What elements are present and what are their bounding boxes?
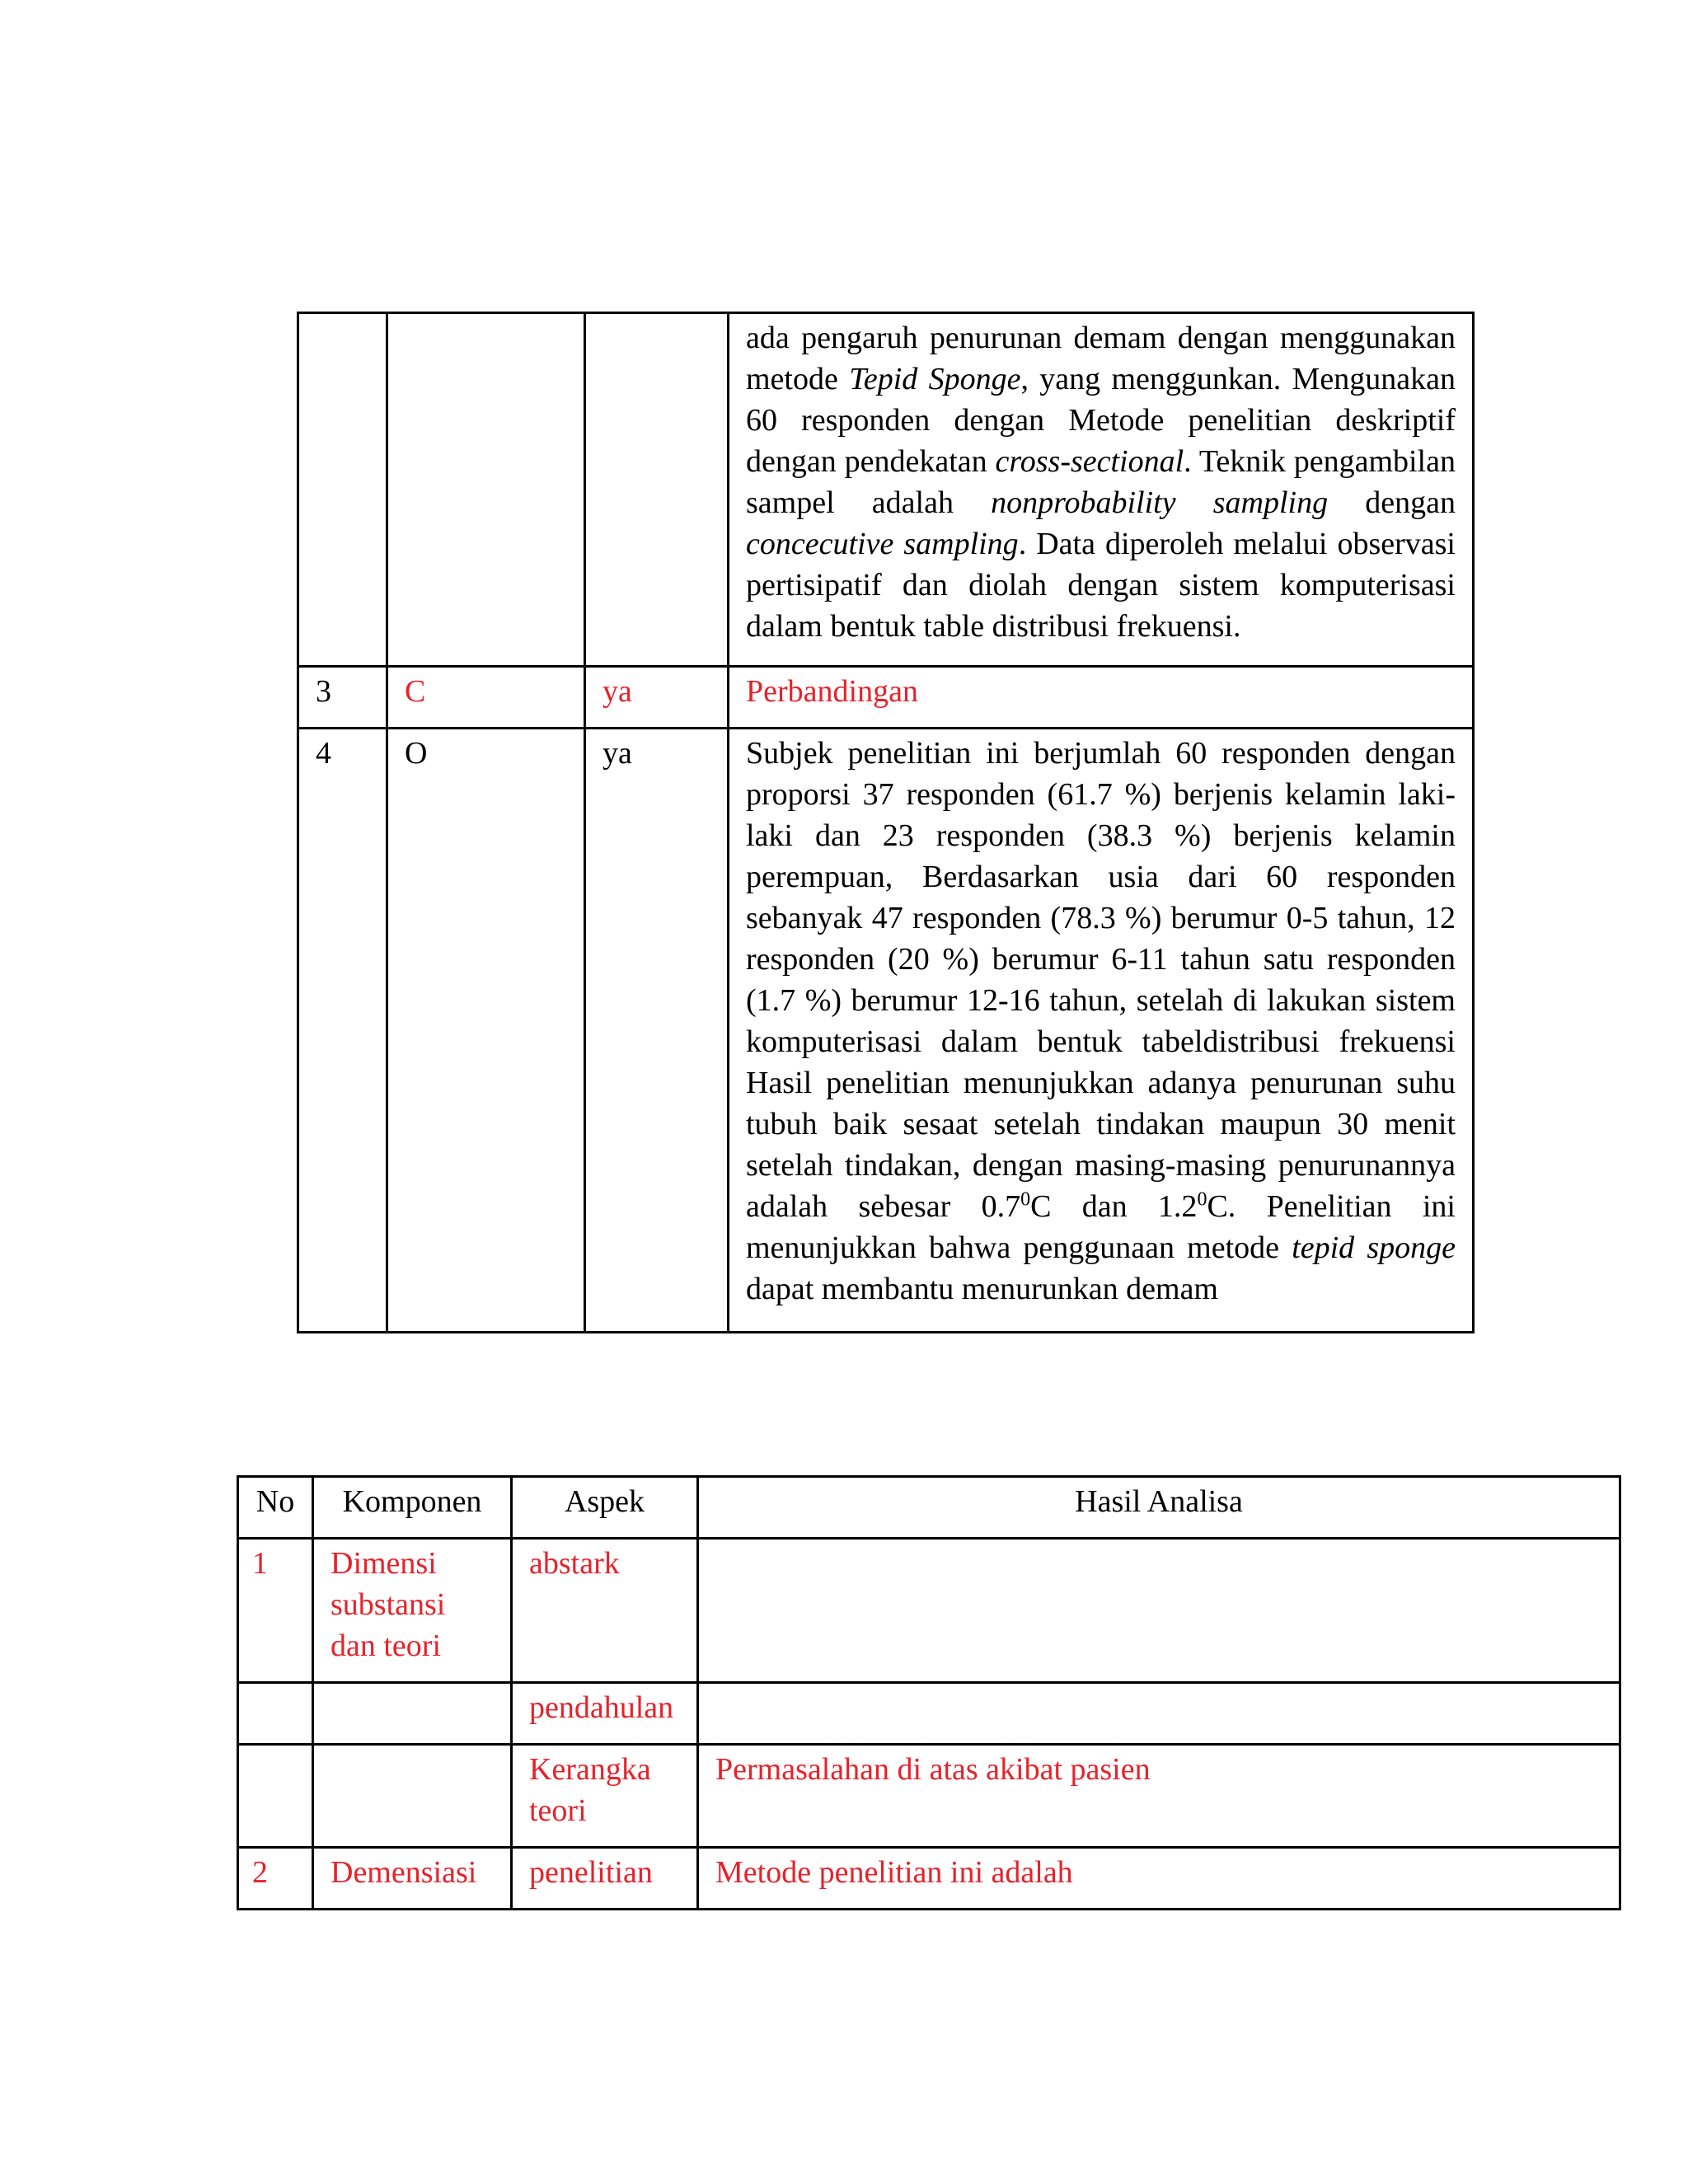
no-cell xyxy=(238,1745,313,1848)
header-aspek: Aspek xyxy=(512,1477,698,1539)
no-cell xyxy=(238,1683,313,1745)
header-no: No xyxy=(238,1477,313,1539)
aspek-cell: Kerangka teori xyxy=(512,1745,698,1848)
no-cell: 2 xyxy=(238,1848,313,1910)
header-komponen: Komponen xyxy=(313,1477,512,1539)
komponen-cell: O xyxy=(387,729,585,1333)
aspek-cell: abstark xyxy=(512,1539,698,1683)
no-cell: 1 xyxy=(238,1539,313,1683)
hasil-cell xyxy=(698,1539,1620,1683)
aspek-cell: penelitian xyxy=(512,1848,698,1910)
aspek-cell: ya xyxy=(585,729,729,1333)
table-row xyxy=(298,667,1474,729)
hasil-cell: Perbandingan xyxy=(729,667,1474,729)
no-cell xyxy=(298,313,387,667)
komponen-cell xyxy=(387,313,585,667)
header-hasil-analisa: Hasil Analisa xyxy=(698,1477,1620,1539)
hasil-cell xyxy=(698,1683,1620,1745)
table-row xyxy=(238,1539,1620,1683)
komponen-cell: C xyxy=(387,667,585,729)
picot-table-continuation xyxy=(297,312,1475,1333)
komponen-cell xyxy=(313,1745,512,1848)
table-header-row xyxy=(238,1477,1620,1539)
hasil-cell: ada pengaruh penurunan demam dengan menggunakan metode Tepid Sponge, yang menggunkan. Mengunakan 60 responden dengan Metode penelitian deskriptif dengan pendekatan cross-sectional. Teknik pengambilan sampel adalah nonprobability sampling dengan concecutive sampling. Data diperoleh melalui observasi pertisipatif dan diolah dengan sistem komputerisasi dalam bentuk table distribusi frekuensi. xyxy=(729,313,1474,667)
table-row xyxy=(238,1848,1620,1910)
table-row xyxy=(238,1683,1620,1745)
analysis-table xyxy=(237,1475,1621,1910)
aspek-cell: pendahulan xyxy=(512,1683,698,1745)
aspek-cell: ya xyxy=(585,667,729,729)
table-row xyxy=(298,313,1474,667)
no-cell: 4 xyxy=(298,729,387,1333)
komponen-cell: Demensiasi xyxy=(313,1848,512,1910)
hasil-cell: Permasalahan di atas akibat pasien xyxy=(698,1745,1620,1848)
komponen-cell: Dimensi substansi dan teori xyxy=(313,1539,512,1683)
table-row xyxy=(238,1745,1620,1848)
no-cell: 3 xyxy=(298,667,387,729)
table-row xyxy=(298,729,1474,1333)
komponen-cell xyxy=(313,1683,512,1745)
hasil-cell: Subjek penelitian ini berjumlah 60 responden dengan proporsi 37 responden (61.7 %) berjenis kelamin laki-laki dan 23 responden (38.3 %) berjenis kelamin perempuan, Berdasarkan usia dari 60 responden sebanyak 47 responden (78.3 %) berumur 0-5 tahun, 12 responden (20 %) berumur 6-11 tahun satu responden (1.7 %) berumur 12-16 tahun, setelah di lakukan sistem komputerisasi dalam bentuk tabeldistribusi frekuensi Hasil penelitian menunjukkan adanya penurunan suhu tubuh baik sesaat setelah tindakan maupun 30 menit setelah tindakan, dengan masing-masing penurunannya adalah sebesar $0.7^0C$ dan $1.2^0C$. Penelitian ini menunjukkan bahwa penggunaan metode tepid sponge dapat membantu menurunkan demam xyxy=(729,729,1474,1333)
aspek-cell xyxy=(585,313,729,667)
hasil-cell: Metode penelitian ini adalah xyxy=(698,1848,1620,1910)
